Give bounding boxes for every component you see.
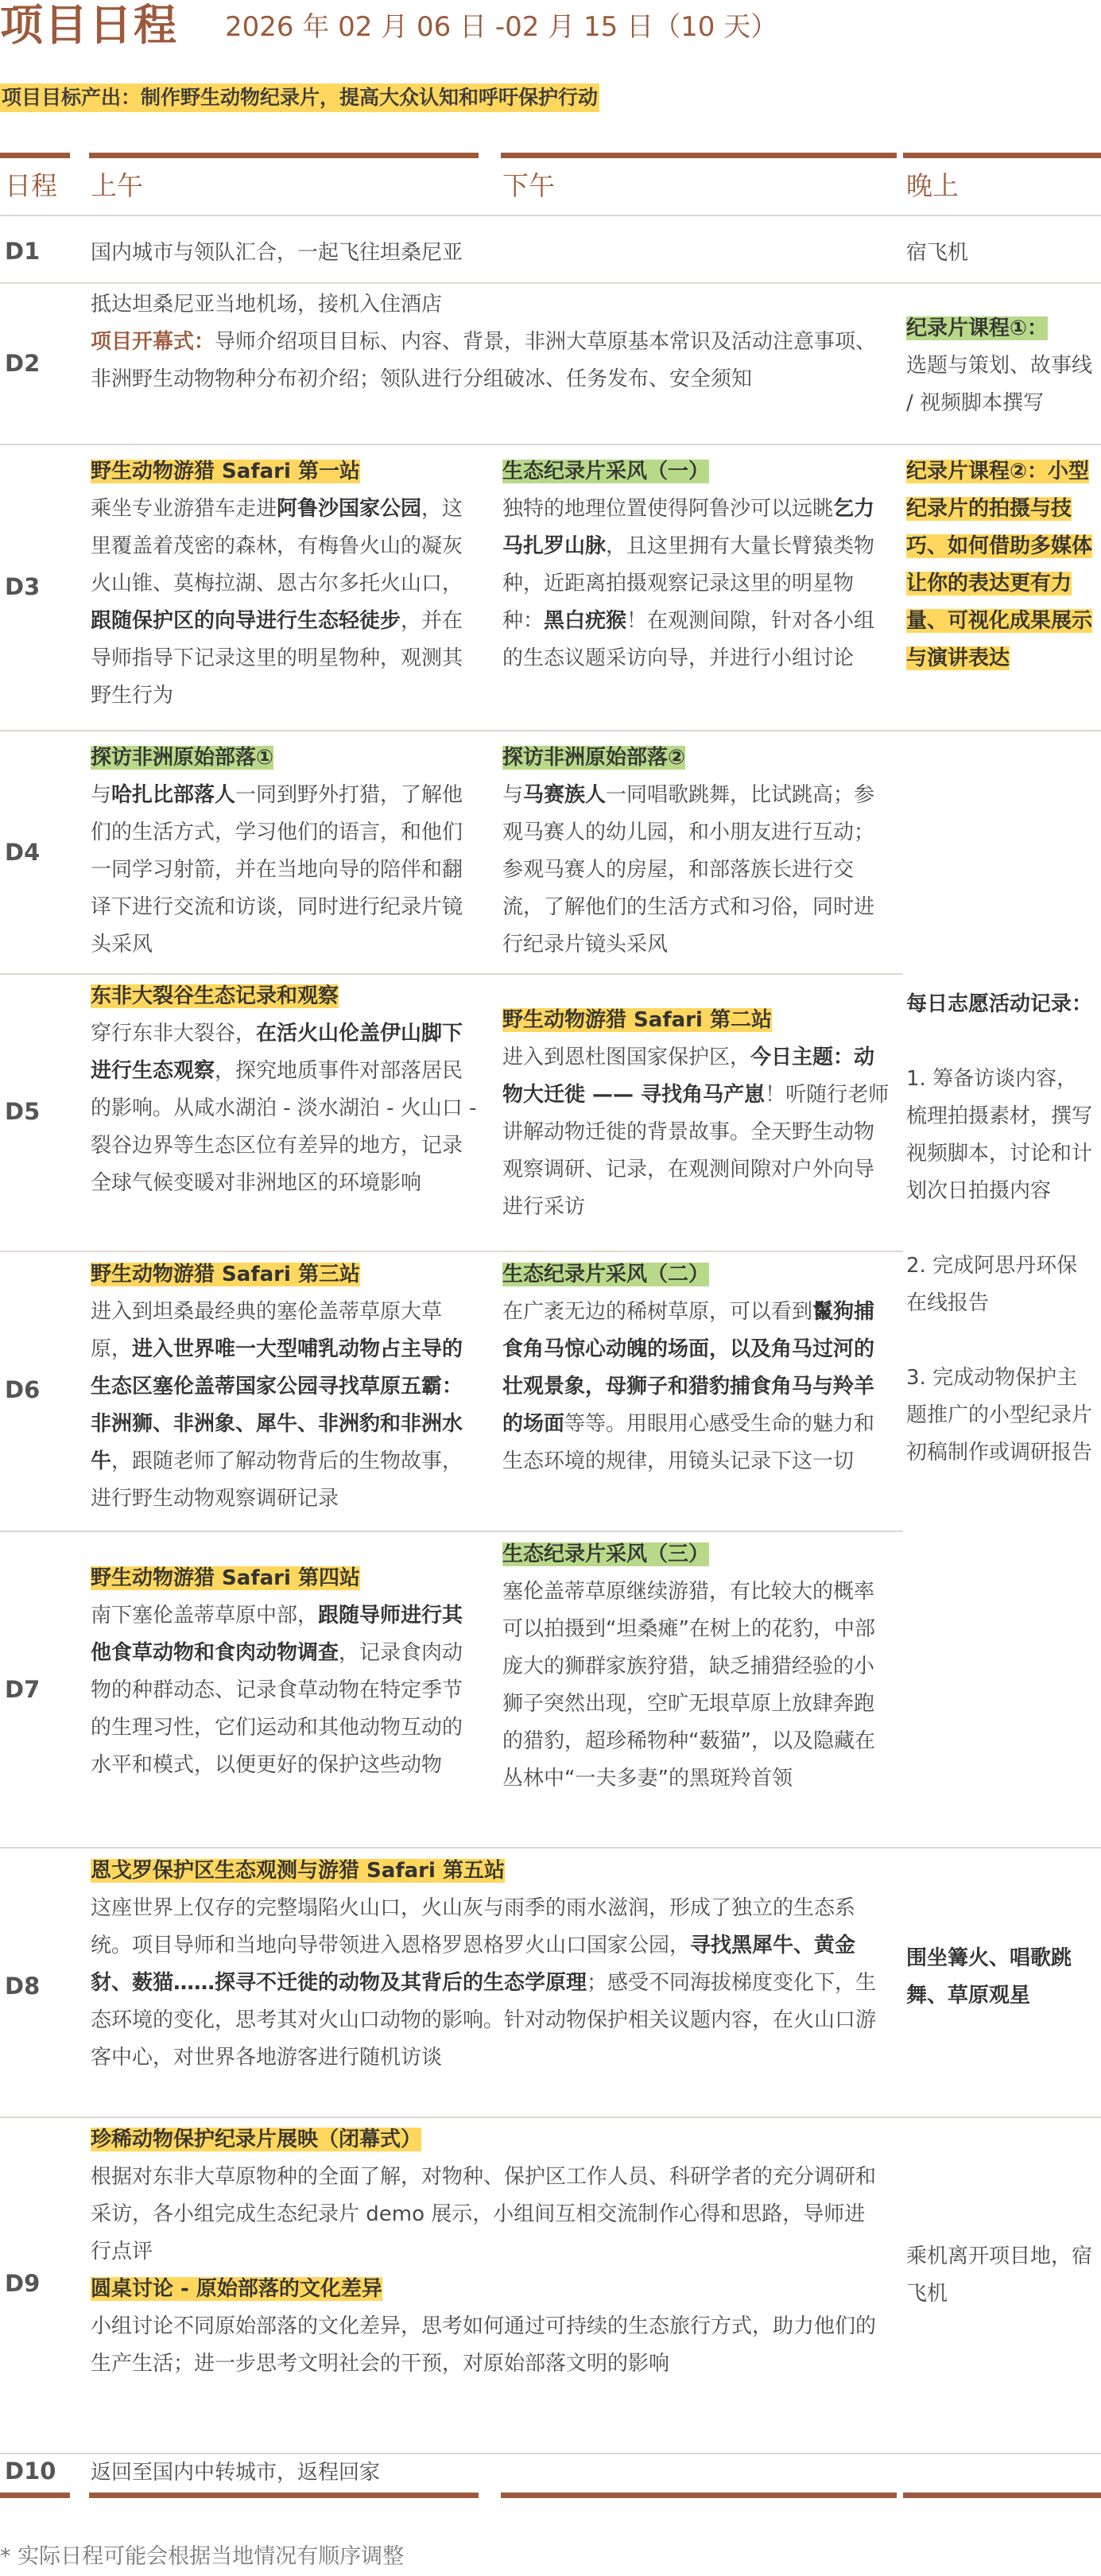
- d5-am-text: ，探究地质事件对部落居民的影响。从咸水湖泊 - 淡水湖泊 - 火山口 - 裂谷边界等生态区位有差异的地方，记录全球气候变暖对非洲地区的环境影响: [91, 1059, 477, 1195]
- d6-pm-bold: 鬣狗捕食角马惊心动魄的场面，以及角马过河的壮观景象，母狮子和猎豹捕食角马与羚羊的场面: [502, 1300, 875, 1436]
- d3-evening: [906, 453, 1097, 677]
- header-am: 上午: [91, 170, 143, 201]
- row-divider: [0, 973, 903, 975]
- d3-pm-text: ，且这里拥有大量长臂猿类物种，近距离拍摄观察记录这里的明星物种：: [502, 534, 875, 633]
- d5-afternoon: [502, 1002, 892, 1226]
- footer-rule-eve: [903, 2493, 1101, 2498]
- d5-pm-title: 野生动物游猎 Safari 第二站: [502, 1008, 772, 1032]
- header-rule-pm: [501, 153, 897, 158]
- d3-pm-text: ！在观测间隙，针对各小组的生态议题采访向导，并进行小组讨论: [502, 609, 875, 670]
- d3-pm-bold: 乞力马扎罗山脉: [502, 497, 875, 558]
- d3-am-text: ，并在导师指导下记录这里的明星物种，观测其野生行为: [91, 609, 463, 708]
- footer-rule-am: [89, 2493, 479, 2498]
- header-day: 日程: [5, 170, 57, 201]
- header-rule-day: [0, 153, 70, 158]
- d9-text-1: 根据对东非大草原物种的全面了解，对物种、保护区工作人员、科研学者的充分调研和采访，各小组完成生态纪录片 demo 展示，小组间互相交流制作心得和思路，导师进行点评: [91, 2165, 877, 2264]
- d3-course-title: 纪录片课程②：: [906, 460, 1049, 483]
- d8-day: [91, 1852, 886, 2077]
- d7-am-text: ，记录食肉动物的种群动态、记录食草动物在特定季节的生理习性，它们运动和其他动物互动的水平和模式，以便更好的保护这些动物: [91, 1641, 463, 1777]
- d4-morning: [91, 739, 480, 964]
- page-title: 项目日程: [0, 0, 178, 50]
- row-divider: [0, 215, 1101, 216]
- d8-evening-text: 围坐篝火、唱歌跳舞、草原观星: [906, 1946, 1072, 2008]
- footer-rule-pm: [501, 2493, 897, 2498]
- d2-opening-text: 导师介绍项目目标、内容、背景，非洲大草原基本常识及活动注意事项、非洲野生动物物种分布初介绍；领队进行分组破冰、任务发布、安全须知: [91, 330, 877, 391]
- d6-afternoon: [502, 1256, 892, 1480]
- header-rule-eve: [903, 153, 1101, 158]
- d4-am-bold: 哈扎比部落人: [111, 783, 236, 807]
- d4-am-text: 一同到野外打猎，了解他们的生活方式，学习他们的语言，和他们一同学习射箭，并在当地向导的陪伴和翻译下进行交流和访谈，同时进行纪录片镜头采风: [91, 783, 463, 956]
- d2-arrival: 抵达坦桑尼亚当地机场，接机入住酒店: [91, 293, 443, 316]
- d4-pm-title: 探访非洲原始部落②: [502, 746, 686, 770]
- d9-title-1: 珍稀动物保护纪录片展映（闭幕式）: [91, 2128, 422, 2151]
- day-label: D8: [5, 1973, 41, 2000]
- d10-morning: 返回至国内中转城市，返程回家: [91, 2461, 381, 2485]
- d1-morning: 国内城市与领队汇合，一起飞往坦桑尼亚: [91, 241, 463, 265]
- d6-pm-title: 生态纪录片采风（二）: [502, 1263, 710, 1286]
- d7-pm-title: 生态纪录片采风（三）: [502, 1542, 710, 1566]
- row-divider: [0, 730, 1101, 731]
- d6-am-bold: 进入世界唯一大型哺乳动物占主导的生态区塞伦盖蒂国家公园寻找草原五霸：非洲狮、非洲象、犀牛、非洲豹和非洲水牛: [91, 1337, 463, 1473]
- d8-title: 恩戈罗保护区生态观测与游猎 Safari 第五站: [91, 1859, 505, 1883]
- d1-evening: 宿飞机: [906, 241, 969, 265]
- d9-title-2: 圆桌讨论 - 原始部落的文化差异: [91, 2277, 382, 2301]
- row-divider: [0, 282, 1101, 284]
- d2-course-text: 选题与策划、故事线 / 视频脚本撰写: [906, 354, 1093, 415]
- row-divider: [0, 2116, 1101, 2118]
- d8-text: 这座世界上仅存的完整塌陷火山口，火山灰与雨季的雨水滋润，形成了独立的生态系统。项目导师和当地向导带领进入恩格罗恩格罗火山口国家公园，: [91, 1896, 856, 1957]
- day-label: D3: [5, 573, 41, 600]
- d9-evening: 乘机离开项目地，宿飞机: [906, 2244, 1093, 2306]
- volunteer-record-title: 每日志愿活动记录：: [906, 992, 1093, 1016]
- row-divider: [0, 1530, 903, 1532]
- d2-opening: [91, 324, 886, 398]
- d3-morning: [91, 453, 480, 715]
- row-divider: [0, 1847, 1101, 1849]
- header-pm: 下午: [502, 170, 555, 201]
- volunteer-record: [906, 986, 1097, 1472]
- d5-morning: [91, 978, 480, 1202]
- d3-am-text: 乘坐专业游猎车走进: [91, 497, 277, 521]
- d3-am-bold: 跟随保护区的向导进行生态轻徒步: [91, 609, 401, 633]
- d5-am-bold: 在活火山伦盖伊山脚下进行生态观察: [91, 1022, 463, 1083]
- d3-am-title: 野生动物游猎 Safari 第一站: [91, 460, 360, 483]
- header-rule-am: [89, 153, 479, 158]
- row-divider: [0, 1251, 903, 1252]
- d9-text-2: 小组讨论不同原始部落的文化差异，思考如何通过可持续的生态旅行方式，助力他们的生产生活；进一步思考文明社会的干预，对原始部落文明的影响: [91, 2314, 877, 2376]
- d3-am-bold: 阿鲁沙国家公园: [277, 497, 422, 521]
- day-label: D6: [5, 1376, 41, 1403]
- day-label: D9: [5, 2270, 41, 2297]
- d3-pm-text: 独特的地理位置使得阿鲁沙可以远眺: [502, 497, 834, 521]
- volunteer-item: 1. 筹备访谈内容，梳理拍摄素材，撰写视频脚本，讨论和计划次日拍摄内容: [906, 1067, 1093, 1203]
- d6-am-text: ，跟随老师了解动物背后的生物故事，进行野生动物观察调研记录: [91, 1449, 463, 1511]
- header-eve: 晚上: [906, 170, 959, 201]
- d9-day: [91, 2121, 886, 2383]
- d6-am-title: 野生动物游猎 Safari 第三站: [91, 1263, 360, 1286]
- row-divider: [0, 444, 1101, 445]
- day-label: D5: [5, 1098, 41, 1125]
- d3-pm-bold: 黑白疣猴: [544, 609, 627, 633]
- day-label: D10: [5, 2458, 56, 2485]
- d3-course-text: 小型纪录片的拍摄与技巧、如何借助多媒体让你的表达更有力量、可视化成果展示与演讲表达: [906, 460, 1093, 670]
- d7-am-title: 野生动物游猎 Safari 第四站: [91, 1566, 360, 1590]
- d4-pm-bold: 马赛族人: [523, 783, 607, 807]
- d5-pm-text: ！听随行老师讲解动物迁徙的背景故事。全天野生动物观察调研、记录，在观测间隙对户外向导进行采访: [502, 1083, 890, 1219]
- d4-am-text: 与: [91, 783, 112, 807]
- d2-morning: [91, 286, 886, 398]
- d7-am-text: 南下塞伦盖蒂草原中部，: [91, 1604, 319, 1627]
- day-label: D2: [5, 350, 41, 377]
- day-label: D1: [5, 238, 41, 265]
- date-range: 2026 年 02 月 06 日 -02 月 15 日（10 天）: [225, 11, 778, 43]
- d8-text: ；感受不同海拔梯度变化下，生态环境的变化，思考其对火山口动物的影响。针对动物保护相关议题内容，在火山口游客中心，对世界各地游客进行随机访谈: [91, 1971, 877, 2070]
- volunteer-item: 3. 完成动物保护主题推广的小型纪录片初稿制作或调研报告: [906, 1366, 1093, 1465]
- d4-afternoon: [502, 739, 892, 964]
- d3-afternoon: [502, 453, 892, 677]
- d4-pm-text: 一同唱歌跳舞，比试跳高；参观马赛人的幼儿园，和小朋友进行互动；参观马赛人的房屋，和部落族长进行交流，了解他们的生活方式和习俗，同时进行纪录片镜头采风: [502, 783, 875, 956]
- d5-pm-bold: 今日主题：动物大迁徙 —— 寻找角马产崽: [502, 1046, 875, 1107]
- d8-evening: [906, 1940, 1097, 2015]
- d6-morning: [91, 1256, 480, 1518]
- d5-am-title: 东非大裂谷生态记录和观察: [91, 984, 339, 1008]
- volunteer-item: 2. 完成阿思丹环保在线报告: [906, 1254, 1078, 1315]
- d6-pm-text: 等等。用眼用心感受生命的魅力和生态环境的规律，用镜头记录下这一切: [502, 1412, 875, 1473]
- footer-rule-day: [0, 2493, 70, 2498]
- d3-am-text: ，这里覆盖着茂密的森林，有梅鲁火山的凝灰火山锥、莫梅拉湖、恩古尔多托火山口，: [91, 497, 463, 596]
- d6-pm-text: 在广袤无边的稀树草原，可以看到: [502, 1300, 813, 1324]
- d3-pm-title: 生态纪录片采风（一）: [502, 460, 710, 483]
- d7-am-bold: 跟随导师进行其他食草动物和食肉动物调查: [91, 1604, 463, 1665]
- d2-course-title: 纪录片课程①：: [906, 316, 1049, 340]
- d2-opening-lead: 项目开幕式：: [91, 330, 215, 354]
- d7-pm-text: 塞伦盖蒂草原继续游猎，有比较大的概率可以拍摄到“坦桑瘫”在树上的花豹，中部庞大的狮群家族狩猎，缺乏捕猎经验的小狮子突然出现，空旷无垠草原上放肆奔跑的猎豹，超珍稀物种“薮猫”，以及隐藏在丛林中“一夫多妻”的黑斑羚首领: [502, 1580, 875, 1790]
- project-goal: 项目目标产出：制作野生动物纪录片，提高大众认知和呼吁保护行动: [0, 83, 599, 112]
- d4-am-title: 探访非洲原始部落①: [91, 746, 274, 770]
- d5-am-text: 穿行东非大裂谷，: [91, 1022, 257, 1046]
- d7-morning: [91, 1560, 480, 1784]
- day-label: D7: [5, 1676, 41, 1703]
- d8-bold: 寻找黑犀牛、黄金豺、薮猫……探寻不迁徙的动物及其背后的生态学原理: [91, 1934, 856, 1995]
- d5-pm-text: 进入到恩杜图国家保护区，: [502, 1046, 751, 1069]
- day-label: D4: [5, 839, 41, 866]
- d4-pm-text: 与: [502, 783, 524, 807]
- footnote: * 实际日程可能会根据当地情况有顺序调整: [0, 2544, 405, 2569]
- d2-evening: [906, 310, 1097, 422]
- d7-afternoon: [502, 1536, 892, 1798]
- d6-am-text: 进入到坦桑最经典的塞伦盖蒂草原大草原，: [91, 1300, 443, 1361]
